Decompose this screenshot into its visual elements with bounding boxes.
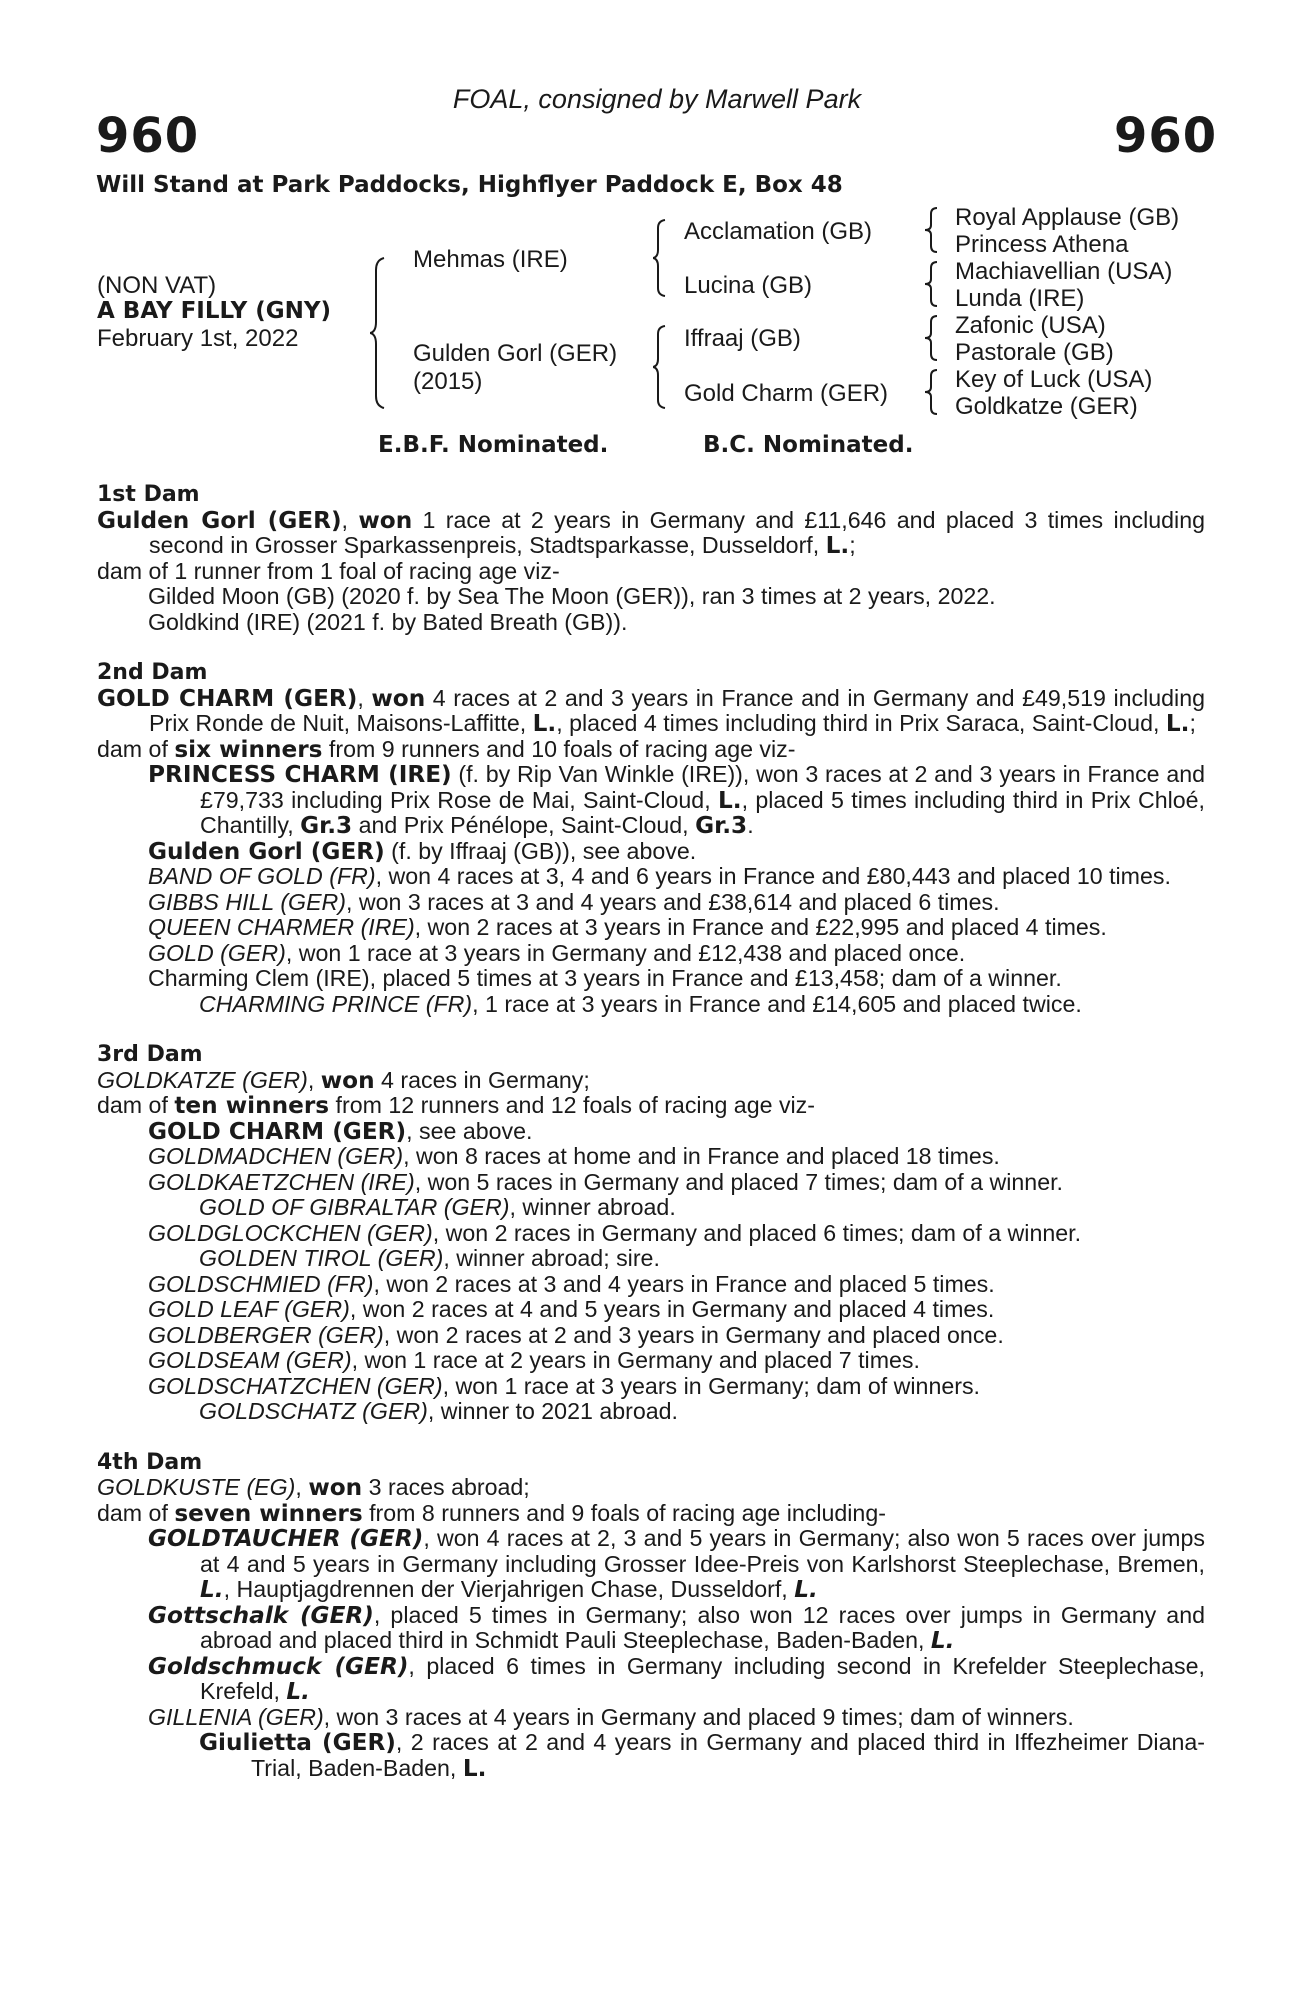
entry-text: , winner abroad. — [509, 1194, 676, 1220]
entry-text: , won 2 races at 3 and 4 years in France and placed 5 times. — [373, 1270, 995, 1297]
entry-text: L. — [825, 532, 850, 559]
entry-text: GOLDSCHATZ (GER) — [199, 1398, 428, 1424]
entry-text: Goldkind (IRE) (2021 f. by Bated Breath (GB)). — [148, 608, 628, 635]
entry-text: , — [295, 1474, 309, 1500]
ancestor-machiavellian: Machiavellian (USA) — [955, 258, 1173, 285]
entry-text: ten winners — [174, 1092, 330, 1119]
pedigree-brace-g4-4 — [925, 368, 941, 416]
entry-text: Gilded Moon (GB) (2020 f. by Sea The Moon (GER)), ran 3 times at 2 years, 2022. — [148, 583, 996, 609]
ancestor-princess-athena: Princess Athena — [955, 231, 1129, 258]
family-entry — [97, 737, 1205, 763]
family-entry — [97, 915, 1205, 941]
bc-nomination: B.C. Nominated. — [703, 432, 914, 458]
entry-text: GOLD CHARM (GER) — [148, 1117, 407, 1145]
pedigree-brace-g4-2 — [925, 260, 941, 308]
entry-text: , won 2 races at 2 and 3 years in Germany and placed once. — [383, 1321, 1004, 1348]
entry-text: , won 1 race at 2 years in Germany and placed 7 times. — [351, 1347, 920, 1373]
entry-text: , — [357, 684, 372, 711]
family-entry — [97, 864, 1205, 890]
family-entry — [97, 839, 1205, 865]
family-entry — [97, 890, 1205, 916]
entry-text: from 8 runners and 9 foals of racing age including- — [362, 1499, 886, 1526]
family-entry — [97, 610, 1205, 636]
entry-text: GOLD (GER) — [148, 939, 286, 966]
entry-text: . — [747, 812, 754, 838]
family-entry — [97, 1374, 1205, 1400]
ancestor-zafonic: Zafonic (USA) — [955, 312, 1106, 339]
entry-text: , 1 race at 3 years in France and £14,605 and placed twice. — [472, 990, 1082, 1017]
entry-text: GOLD OF GIBRALTAR (GER) — [199, 1194, 510, 1220]
sire-name: Mehmas (IRE) — [413, 246, 568, 273]
entry-text: won — [371, 684, 426, 712]
entry-text: Gulden Gorl (GER) — [148, 837, 385, 865]
entry-text: 1 race at 2 years in Germany and £11,646 and placed 3 times including second in Grosser Sparkassenpreis, Stadtsparkasse, Dusseldorf, — [149, 506, 1206, 558]
family-entry — [97, 1475, 1205, 1501]
entry-text: GOLDGLOCKCHEN (GER) — [148, 1219, 433, 1246]
family-entry — [97, 1603, 1205, 1654]
entry-text: , won 4 races at 3, 4 and 6 years in France and £80,443 and placed 10 times. — [375, 863, 1171, 889]
entry-text: , won 2 races in Germany and placed 6 times; dam of a winner. — [432, 1219, 1082, 1246]
stand-location: Will Stand at Park Paddocks, Highflyer Paddock E, Box 48 — [96, 172, 843, 198]
family-entry — [97, 1399, 1205, 1425]
entry-text: L. — [462, 1754, 487, 1782]
entry-text: , Hauptjagdrennen der Vierjahrigen Chase, Dusseldorf, — [223, 1576, 795, 1602]
dam-year: (2015) — [413, 368, 483, 395]
entry-text: , — [341, 506, 359, 533]
entry-text: , won 1 race at 3 years in Germany and £12,438 and placed once. — [285, 939, 966, 966]
family-entry — [97, 584, 1205, 610]
horse-name: A BAY FILLY (GNY) — [97, 298, 332, 324]
entry-text: , placed 4 times including third in Prix Saraca, Saint-Cloud, — [556, 710, 1166, 736]
entry-text: Gulden Gorl (GER) — [97, 506, 342, 534]
entry-text: Gr.3 — [300, 812, 353, 839]
entry-text: GOLD CHARM (GER) — [97, 684, 358, 712]
lot-number-right: 960 — [1114, 108, 1218, 164]
entry-text: CHARMING PRINCE (FR) — [199, 990, 473, 1017]
family-entry — [97, 686, 1205, 737]
dam-section-title: 2nd Dam — [97, 660, 208, 685]
section-gap — [97, 1017, 1205, 1042]
entry-text: L. — [532, 710, 557, 737]
family-entry — [97, 1323, 1205, 1349]
entry-text: QUEEN CHARMER (IRE) — [148, 914, 415, 940]
entry-text: , won 2 races at 3 years in France and £22,995 and placed 4 times. — [414, 914, 1107, 940]
entry-text: L. — [286, 1678, 310, 1705]
entry-text: (f. by Iffraaj (GB)), see above. — [384, 837, 697, 864]
family-entry — [97, 1501, 1205, 1527]
family-entry — [97, 1119, 1205, 1145]
entry-text: and Prix Pénélope, Saint-Cloud, — [352, 812, 696, 838]
entry-text: , won 1 race at 3 years in Germany; dam of winners. — [442, 1372, 980, 1399]
dam-sire: Iffraaj (GB) — [684, 325, 801, 352]
entry-text: , won 3 races at 4 years in Germany and placed 9 times; dam of winners. — [323, 1703, 1074, 1730]
entry-text: L. — [1165, 710, 1190, 737]
entry-text: L. — [200, 1576, 224, 1603]
entry-text: Gottschalk (GER) — [148, 1601, 374, 1629]
entry-text: (f. by Rip Van Winkle (IRE)), won 3 races at 2 and 3 years in France and £79,733 including Prix Rose de Mai, Saint-Cloud, — [200, 761, 1206, 813]
family-entry — [97, 966, 1205, 992]
family-entry — [97, 1170, 1205, 1196]
consignor-line: FOAL, consigned by Marwell Park — [452, 84, 862, 114]
entry-text: dam of — [97, 735, 175, 762]
entry-text: 3 races abroad; — [362, 1474, 530, 1500]
ancestor-key-of-luck: Key of Luck (USA) — [955, 366, 1153, 393]
section-gap — [97, 635, 1205, 660]
entry-text: Giulietta (GER) — [199, 1729, 396, 1756]
entry-text: , won 4 races at 2, 3 and 5 years in Germany; also won 5 races over jumps at 4 and 5 years in Germany including Grosser Idee-Preis von Karlshorst Steeplechase, Bremen, — [200, 1525, 1205, 1577]
vat-status: (NON VAT) — [97, 272, 217, 299]
pedigree-brace-g4-3 — [925, 314, 941, 362]
entry-text: GOLDSEAM (GER) — [148, 1347, 352, 1373]
family-entry — [97, 762, 1205, 839]
section-gap — [97, 1425, 1205, 1450]
ebf-nomination: E.B.F. Nominated. — [378, 432, 609, 458]
entry-text: dam of 1 runner from 1 foal of racing age viz- — [97, 557, 560, 584]
entry-text: , placed 5 times in Germany; also won 12 races over jumps in Germany and abroad and placed third in Schmidt Pauli Steeplechase, Baden-Baden, — [200, 1601, 1205, 1653]
entry-text: GOLDKAETZCHEN (IRE) — [148, 1168, 415, 1195]
lot-number-left: 960 — [96, 108, 200, 164]
entry-text: L. — [930, 1627, 955, 1654]
dam-name: Gulden Gorl (GER) — [413, 340, 618, 367]
ancestor-pastorale: Pastorale (GB) — [955, 339, 1114, 366]
ancestor-royal-applause: Royal Applause (GB) — [955, 204, 1180, 231]
family-entry — [97, 941, 1205, 967]
entry-text: seven winners — [174, 1499, 363, 1527]
dam-section-title: 4th Dam — [97, 1449, 203, 1475]
entry-text: GILLENIA (GER) — [148, 1703, 324, 1730]
family-entry — [97, 1195, 1205, 1221]
entry-text: ; — [1189, 710, 1196, 736]
entry-text: GOLDTAUCHER (GER) — [148, 1525, 424, 1552]
entry-text: Gr.3 — [695, 812, 748, 839]
entry-text: GOLDMADCHEN (GER) — [148, 1143, 404, 1169]
entry-text: dam of — [97, 1499, 175, 1526]
family-entry — [97, 1221, 1205, 1247]
entry-text: from 12 runners and 12 foals of racing age viz- — [329, 1092, 816, 1118]
entry-text: Goldschmuck (GER) — [148, 1652, 409, 1680]
dam-section-title: 3rd Dam — [97, 1042, 203, 1067]
entry-text: PRINCESS CHARM (IRE) — [148, 761, 452, 788]
family-entry — [97, 508, 1205, 559]
sire-dam: Lucina (GB) — [684, 272, 813, 299]
entry-text: won — [358, 506, 413, 534]
entry-text: dam of — [97, 1092, 175, 1118]
entry-text: L. — [717, 786, 742, 814]
entry-text: , won 3 races at 3 and 4 years and £38,614 and placed 6 times. — [346, 888, 1000, 915]
catalogue-family-details — [97, 482, 1205, 1781]
entry-text: 4 races in Germany; — [374, 1066, 590, 1093]
pedigree-brace-dam — [653, 324, 671, 410]
entry-text: GOLDBERGER (GER) — [148, 1321, 384, 1348]
entry-text: , placed 6 times in Germany including second in Krefelder Steeplechase, Krefeld, — [200, 1652, 1205, 1704]
entry-text: , see above. — [406, 1117, 533, 1144]
dam-section-title: 1st Dam — [97, 482, 200, 507]
entry-text: ; — [849, 532, 856, 558]
family-entry — [97, 1246, 1205, 1272]
entry-text: GOLDSCHMIED (FR) — [148, 1270, 374, 1297]
entry-text: GOLD LEAF (GER) — [148, 1296, 350, 1322]
entry-text: , placed 5 times including third in Prix Chloé, Chantilly, — [200, 786, 1205, 838]
entry-text: GOLDSCHATZCHEN (GER) — [148, 1372, 443, 1399]
entry-text: , winner to 2021 abroad. — [427, 1398, 678, 1424]
entry-text: , won 5 races in Germany and placed 7 times; dam of a winner. — [414, 1168, 1063, 1195]
entry-text: GOLDKATZE (GER) — [97, 1066, 308, 1093]
sire-sire: Acclamation (GB) — [684, 218, 873, 245]
ancestor-lunda: Lunda (IRE) — [955, 285, 1085, 312]
family-entry — [97, 1526, 1205, 1603]
entry-text: Charming Clem (IRE), placed 5 times at 3 years in France and £13,458; dam of a winner. — [148, 965, 1062, 991]
family-entry — [97, 1654, 1205, 1705]
family-entry — [97, 1297, 1205, 1323]
entry-text: , winner abroad; sire. — [443, 1245, 660, 1271]
entry-text: won — [320, 1066, 375, 1094]
entry-text: , won 8 races at home and in France and placed 18 times. — [403, 1143, 1000, 1169]
entry-text: GIBBS HILL (GER) — [148, 888, 347, 915]
family-entry — [97, 1705, 1205, 1731]
entry-text: from 9 runners and 10 foals of racing age viz- — [322, 735, 796, 762]
family-entry — [97, 1068, 1205, 1094]
entry-text: BAND OF GOLD (FR) — [148, 863, 376, 889]
entry-text: GOLDEN TIROL (GER) — [199, 1245, 444, 1271]
family-entry — [97, 1348, 1205, 1374]
pedigree-brace-main — [370, 256, 390, 410]
family-entry — [97, 1272, 1205, 1298]
family-entry — [97, 1730, 1205, 1781]
entry-text: six winners — [174, 735, 323, 763]
pedigree-brace-g4-1 — [925, 206, 941, 254]
foaling-date: February 1st, 2022 — [97, 325, 299, 352]
entry-text: , — [307, 1066, 321, 1093]
dam-dam: Gold Charm (GER) — [684, 380, 889, 407]
family-entry — [97, 559, 1205, 585]
entry-text: , 2 races at 2 and 4 years in Germany and placed third in Iffezheimer Diana-Trial, Baden-Baden, — [251, 1729, 1205, 1781]
entry-text: GOLDKUSTE (EG) — [97, 1474, 296, 1500]
entry-text: , won 2 races at 4 and 5 years in Germany and placed 4 times. — [349, 1296, 995, 1322]
entry-text: L. — [794, 1576, 818, 1603]
family-entry — [97, 1093, 1205, 1119]
family-entry — [97, 1144, 1205, 1170]
entry-text: 4 races at 2 and 3 years in France and in Germany and £49,519 including Prix Ronde de Nuit, Maisons-Laffitte, — [149, 684, 1205, 736]
ancestor-goldkatze: Goldkatze (GER) — [955, 393, 1138, 420]
family-entry — [97, 992, 1205, 1018]
entry-text: won — [308, 1474, 363, 1501]
pedigree-brace-sire — [653, 218, 671, 298]
